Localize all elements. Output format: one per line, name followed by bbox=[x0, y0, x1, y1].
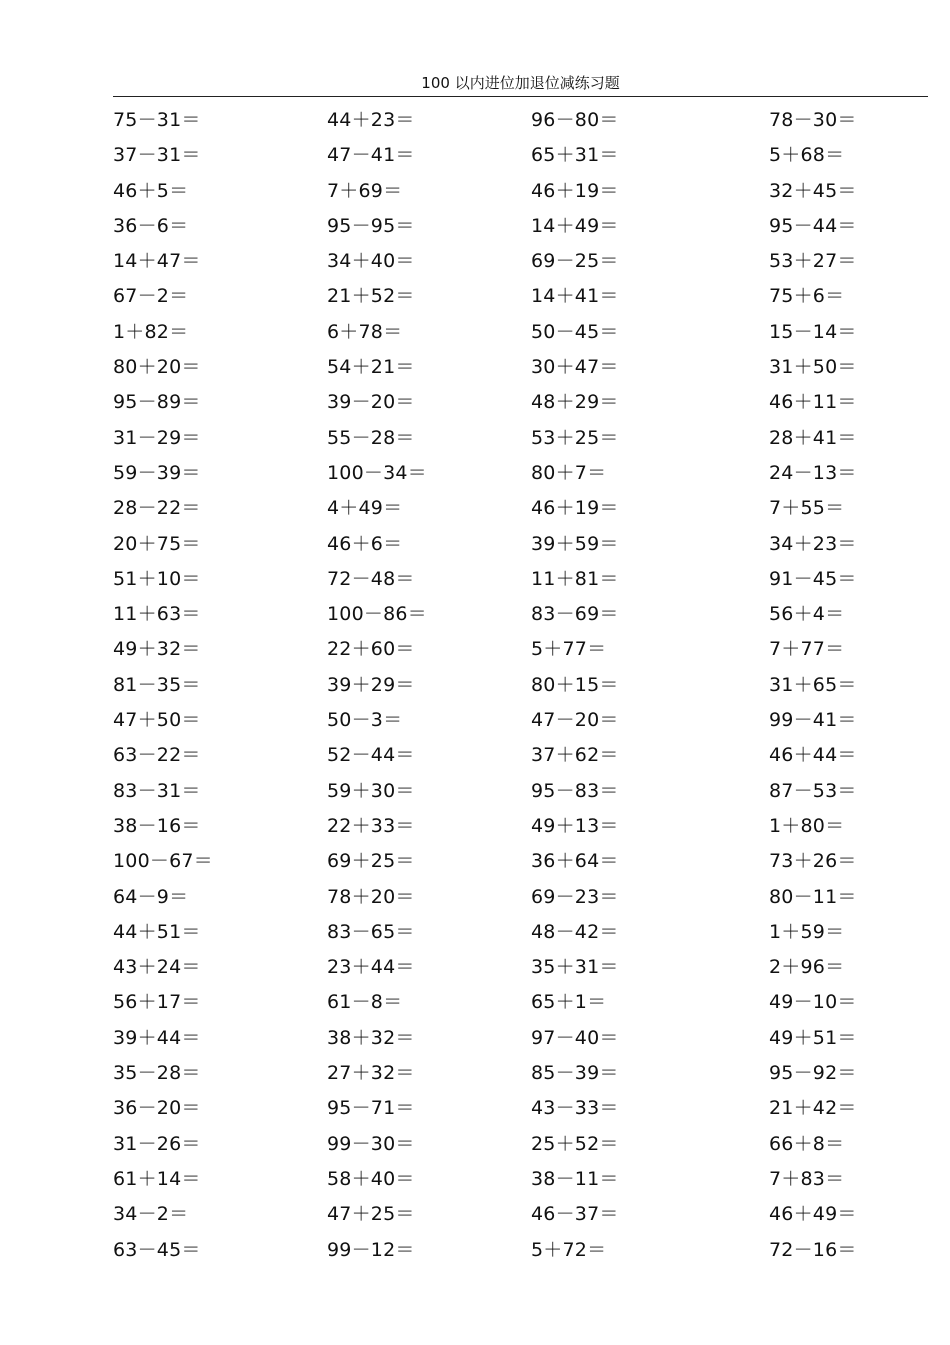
problem-item: 34＋40＝ bbox=[327, 250, 415, 273]
problem-item: 7＋77＝ bbox=[769, 638, 845, 661]
problem-item: 44＋51＝ bbox=[113, 920, 201, 943]
problem-item: 43＋24＝ bbox=[113, 956, 201, 979]
problem-item: 31＋50＝ bbox=[769, 356, 857, 379]
problem-item: 75－31＝ bbox=[113, 109, 201, 131]
problem-item: 46＋11＝ bbox=[769, 391, 857, 414]
problem-item: 5＋72＝ bbox=[531, 1238, 607, 1261]
problem-item: 83－31＝ bbox=[113, 779, 201, 802]
problem-item: 46＋6＝ bbox=[327, 532, 403, 555]
problem-row bbox=[113, 422, 913, 457]
problem-item: 95－89＝ bbox=[113, 391, 201, 414]
problem-item: 80－11＝ bbox=[769, 885, 857, 908]
problem-item: 63－22＝ bbox=[113, 744, 201, 767]
problem-row bbox=[113, 104, 913, 139]
problem-item: 31－29＝ bbox=[113, 426, 201, 449]
problem-item: 56＋17＝ bbox=[113, 991, 201, 1014]
problem-item: 30＋47＝ bbox=[531, 356, 619, 379]
problem-item: 22＋60＝ bbox=[327, 638, 415, 661]
problem-row bbox=[113, 1128, 913, 1163]
problem-item: 2＋96＝ bbox=[769, 956, 845, 979]
problem-row bbox=[113, 386, 913, 421]
problem-item: 7＋83＝ bbox=[769, 1167, 845, 1190]
problem-item: 35－28＝ bbox=[113, 1062, 201, 1085]
problem-item: 25＋52＝ bbox=[531, 1132, 619, 1155]
problem-item: 47－20＝ bbox=[531, 709, 619, 732]
problem-row bbox=[113, 351, 913, 386]
problem-item: 99－12＝ bbox=[327, 1238, 415, 1261]
problem-item: 31＋65＝ bbox=[769, 673, 857, 696]
problem-item: 28－22＝ bbox=[113, 497, 201, 520]
problem-item: 22＋33＝ bbox=[327, 814, 415, 837]
problem-row bbox=[113, 457, 913, 492]
problem-item: 36＋64＝ bbox=[531, 850, 619, 873]
problem-item: 69－23＝ bbox=[531, 885, 619, 908]
problem-row bbox=[113, 316, 913, 351]
problem-row bbox=[113, 1057, 913, 1092]
problem-item: 46＋19＝ bbox=[531, 179, 619, 202]
problem-item: 63－45＝ bbox=[113, 1238, 201, 1261]
problem-item: 47＋50＝ bbox=[113, 709, 201, 732]
problem-item: 69＋25＝ bbox=[327, 850, 415, 873]
page-header bbox=[113, 71, 928, 97]
problem-item: 15－14＝ bbox=[769, 320, 857, 343]
problem-row bbox=[113, 210, 913, 245]
problem-item: 46＋5＝ bbox=[113, 179, 189, 202]
problem-item: 58＋40＝ bbox=[327, 1167, 415, 1190]
problem-row bbox=[113, 1092, 913, 1127]
problem-item: 24－13＝ bbox=[769, 461, 857, 484]
problem-item: 27＋32＝ bbox=[327, 1062, 415, 1085]
problem-row bbox=[113, 916, 913, 951]
problem-row bbox=[113, 1163, 913, 1198]
problem-row bbox=[113, 775, 913, 810]
problem-item: 95－92＝ bbox=[769, 1062, 857, 1085]
problem-item: 64－9＝ bbox=[113, 885, 189, 908]
problem-item: 81－35＝ bbox=[113, 673, 201, 696]
problem-item: 39－20＝ bbox=[327, 391, 415, 414]
problem-item: 46＋19＝ bbox=[531, 497, 619, 520]
problem-item: 5＋68＝ bbox=[769, 144, 845, 167]
problem-item: 20＋75＝ bbox=[113, 532, 201, 555]
problem-item: 1＋80＝ bbox=[769, 814, 845, 837]
problem-row bbox=[113, 951, 913, 986]
problem-item: 91－45＝ bbox=[769, 567, 857, 590]
problem-item: 48－42＝ bbox=[531, 920, 619, 943]
problem-item: 72－16＝ bbox=[769, 1238, 857, 1261]
problem-item: 46＋44＝ bbox=[769, 744, 857, 767]
problem-item: 51＋10＝ bbox=[113, 567, 201, 590]
problem-item: 69－25＝ bbox=[531, 250, 619, 273]
problem-item: 49＋13＝ bbox=[531, 814, 619, 837]
problem-item: 53＋25＝ bbox=[531, 426, 619, 449]
problem-item: 59＋30＝ bbox=[327, 779, 415, 802]
problem-item: 49＋32＝ bbox=[113, 638, 201, 661]
problem-item: 32＋45＝ bbox=[769, 179, 857, 202]
problem-item: 65＋1＝ bbox=[531, 991, 607, 1014]
problem-item: 49－10＝ bbox=[769, 991, 857, 1014]
problem-item: 59－39＝ bbox=[113, 461, 201, 484]
problem-item: 85－39＝ bbox=[531, 1062, 619, 1085]
problem-item: 61－8＝ bbox=[327, 991, 403, 1014]
problem-item: 5＋77＝ bbox=[531, 638, 607, 661]
problem-item: 34＋23＝ bbox=[769, 532, 857, 555]
problem-item: 100－34＝ bbox=[327, 461, 427, 484]
problem-item: 72－48＝ bbox=[327, 567, 415, 590]
problem-row bbox=[113, 881, 913, 916]
problem-item: 78＋20＝ bbox=[327, 885, 415, 908]
problem-row bbox=[113, 492, 913, 527]
problem-item: 31－26＝ bbox=[113, 1132, 201, 1155]
problem-row bbox=[113, 633, 913, 668]
problem-grid bbox=[113, 104, 913, 1269]
problem-item: 11＋81＝ bbox=[531, 567, 619, 590]
problem-item: 87－53＝ bbox=[769, 779, 857, 802]
problem-item: 95－71＝ bbox=[327, 1097, 415, 1120]
problem-item: 7＋69＝ bbox=[327, 179, 403, 202]
problem-item: 56＋4＝ bbox=[769, 603, 845, 626]
problem-item: 38＋32＝ bbox=[327, 1026, 415, 1049]
problem-item: 21＋52＝ bbox=[327, 285, 415, 308]
problem-item: 99－41＝ bbox=[769, 709, 857, 732]
problem-item: 83－69＝ bbox=[531, 603, 619, 626]
problem-row bbox=[113, 280, 913, 315]
problem-item: 99－30＝ bbox=[327, 1132, 415, 1155]
problem-item: 6＋78＝ bbox=[327, 320, 403, 343]
problem-item: 65＋31＝ bbox=[531, 144, 619, 167]
problem-item: 39＋44＝ bbox=[113, 1026, 201, 1049]
problem-item: 14＋47＝ bbox=[113, 250, 201, 273]
problem-item: 48＋29＝ bbox=[531, 391, 619, 414]
problem-item: 55－28＝ bbox=[327, 426, 415, 449]
problem-item: 37－31＝ bbox=[113, 144, 201, 167]
problem-item: 47－41＝ bbox=[327, 144, 415, 167]
problem-item: 75＋6＝ bbox=[769, 285, 845, 308]
problem-item: 7＋55＝ bbox=[769, 497, 845, 520]
problem-row bbox=[113, 739, 913, 774]
problem-item: 39＋29＝ bbox=[327, 673, 415, 696]
problem-item: 80＋15＝ bbox=[531, 673, 619, 696]
problem-item: 14＋41＝ bbox=[531, 285, 619, 308]
problem-item: 50－3＝ bbox=[327, 709, 403, 732]
problem-row bbox=[113, 810, 913, 845]
problem-row bbox=[113, 986, 913, 1021]
problem-item: 38－16＝ bbox=[113, 814, 201, 837]
problem-item: 36－6＝ bbox=[113, 214, 189, 237]
problem-item: 95－44＝ bbox=[769, 214, 857, 237]
problem-item: 97－40＝ bbox=[531, 1026, 619, 1049]
problem-item: 14＋49＝ bbox=[531, 214, 619, 237]
problem-item: 11＋63＝ bbox=[113, 603, 201, 626]
problem-item: 78－30＝ bbox=[769, 109, 857, 131]
problem-item: 47＋25＝ bbox=[327, 1203, 415, 1226]
problem-item: 49＋51＝ bbox=[769, 1026, 857, 1049]
problem-item: 53＋27＝ bbox=[769, 250, 857, 273]
problem-item: 67－2＝ bbox=[113, 285, 189, 308]
problem-item: 50－45＝ bbox=[531, 320, 619, 343]
problem-item: 46－37＝ bbox=[531, 1203, 619, 1226]
problem-item: 37＋62＝ bbox=[531, 744, 619, 767]
problem-item: 35＋31＝ bbox=[531, 956, 619, 979]
problem-item: 54＋21＝ bbox=[327, 356, 415, 379]
page-title: 100 以内进位加退位减练习题 bbox=[421, 74, 620, 92]
problem-row bbox=[113, 563, 913, 598]
problem-item: 95－83＝ bbox=[531, 779, 619, 802]
problem-row bbox=[113, 245, 913, 280]
problem-item: 28＋41＝ bbox=[769, 426, 857, 449]
problem-item: 61＋14＝ bbox=[113, 1167, 201, 1190]
problem-row bbox=[113, 1234, 913, 1269]
problem-item: 23＋44＝ bbox=[327, 956, 415, 979]
problem-item: 80＋20＝ bbox=[113, 356, 201, 379]
problem-item: 21＋42＝ bbox=[769, 1097, 857, 1120]
problem-item: 4＋49＝ bbox=[327, 497, 403, 520]
problem-item: 95－95＝ bbox=[327, 214, 415, 237]
problem-row bbox=[113, 704, 913, 739]
problem-item: 80＋7＝ bbox=[531, 461, 607, 484]
problem-item: 100－86＝ bbox=[327, 603, 427, 626]
problem-row bbox=[113, 669, 913, 704]
problem-item: 38－11＝ bbox=[531, 1167, 619, 1190]
problem-item: 1＋82＝ bbox=[113, 320, 189, 343]
problem-item: 34－2＝ bbox=[113, 1203, 189, 1226]
problem-item: 100－67＝ bbox=[113, 850, 213, 873]
problem-row bbox=[113, 1198, 913, 1233]
problem-item: 52－44＝ bbox=[327, 744, 415, 767]
problem-item: 39＋59＝ bbox=[531, 532, 619, 555]
problem-item: 43－33＝ bbox=[531, 1097, 619, 1120]
problem-row bbox=[113, 139, 913, 174]
problem-item: 46＋49＝ bbox=[769, 1203, 857, 1226]
problem-row bbox=[113, 598, 913, 633]
problem-row bbox=[113, 175, 913, 210]
problem-item: 96－80＝ bbox=[531, 109, 619, 131]
problem-item: 66＋8＝ bbox=[769, 1132, 845, 1155]
problem-item: 36－20＝ bbox=[113, 1097, 201, 1120]
problem-item: 1＋59＝ bbox=[769, 920, 845, 943]
problem-item: 44＋23＝ bbox=[327, 109, 415, 131]
problem-item: 73＋26＝ bbox=[769, 850, 857, 873]
problem-row bbox=[113, 845, 913, 880]
problem-row bbox=[113, 1022, 913, 1057]
problem-row bbox=[113, 528, 913, 563]
problem-item: 83－65＝ bbox=[327, 920, 415, 943]
